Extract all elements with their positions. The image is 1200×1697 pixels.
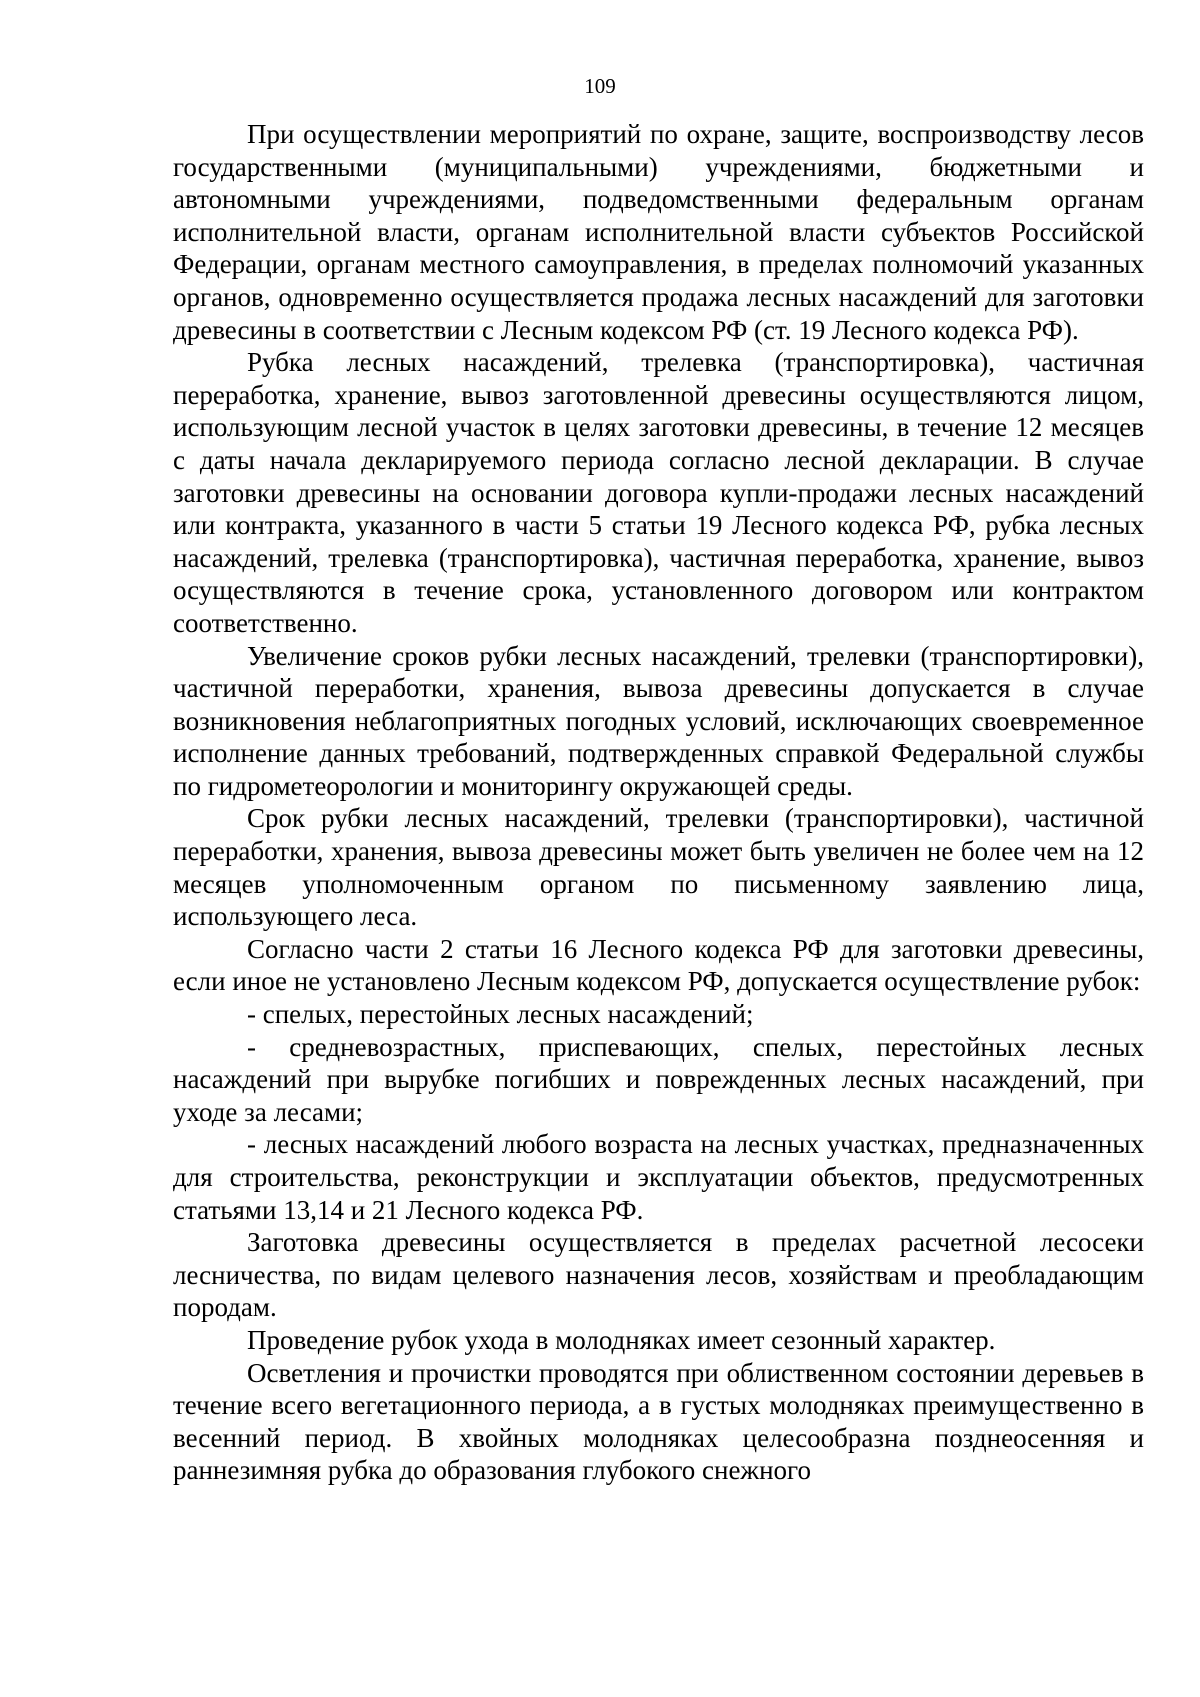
list-item: - средневозрастных, приспевающих, спелых, перестойных лесных насаждений при вырубке погибших и поврежденных лесных насаждений, при уходе за лесами;: [173, 1031, 1144, 1127]
page-number: 109: [584, 74, 616, 98]
paragraph: Заготовка древесины осуществляется в пределах расчетной лесосеки лесничества, по видам целевого назначения лесов, хозяйствам и преобладающим породам.: [173, 1227, 1144, 1323]
body-text: [173, 118, 1144, 1487]
list-item: - спелых, перестойных лесных насаждений;: [247, 999, 754, 1030]
paragraph: Рубка лесных насаждений, трелевка (транспортировка), частичная переработка, хранение, вывоз заготовленной древесины осуществляются лицом, использующим лесной участок в целях заготовки древесины, в течение 12 месяцев с даты начала декларируемого периода согласно лесной декларации. В случае заготовки древесины на основании договора купли-продажи лесных насаждений или контракта, указанного в части 5 статьи 19 Лесного кодекса РФ, рубка лесных насаждений, трелевка (транспортировка), частичная переработка, хранение, вывоз осуществляются в течение срока, установленного договором или контрактом соответственно.: [173, 347, 1144, 638]
paragraph: Срок рубки лесных насаждений, трелевки (транспортировки), частичной переработки, хранения, вывоза древесины может быть увеличен не более чем на 12 месяцев уполномоченным органом по письменному заявлению лица, использующего леса.: [173, 803, 1144, 932]
paragraph: Увеличение сроков рубки лесных насаждений, трелевки (транспортировки), частичной переработки, хранения, вывоза древесины допускается в случае возникновения неблагоприятных погодных условий, исключающих своевременное исполнение данных требований, подтвержденных справкой Федеральной службы по гидрометеорологии и мониторингу окружающей среды.: [173, 640, 1144, 801]
paragraph: Проведение рубок ухода в молодняках имеет сезонный характер.: [247, 1324, 996, 1355]
list-item: - лесных насаждений любого возраста на лесных участках, предназначенных для строительства, реконструкции и эксплуатации объектов, предусмотренных статьями 13,14 и 21 Лесного кодекса РФ.: [173, 1129, 1144, 1225]
paragraph: При осуществлении мероприятий по охране, защите, воспроизводству лесов государственными (муниципальными) учреждениями, бюджетными и автономными учреждениями, подведомственными федеральным органам исполнительной власти, органам исполнительной власти субъектов Российской Федерации, органам местного самоуправления, в пределах полномочий указанных органов, одновременно осуществляется продажа лесных насаждений для заготовки древесины в соответствии с Лесным кодексом РФ (ст. 19 Лесного кодекса РФ).: [173, 119, 1144, 345]
paragraph: Осветления и прочистки проводятся при облиственном состоянии деревьев в течение всего вегетационного периода, а в густых молодняках преимущественно в весенний период. В хвойных молодняках целесообразна позднеосенняя и раннезимняя рубка до образования глубокого снежного: [173, 1357, 1144, 1486]
paragraph: Согласно части 2 статьи 16 Лесного кодекса РФ для заготовки древесины, если иное не установлено Лесным кодексом РФ, допускается осуществление рубок:: [173, 933, 1144, 997]
